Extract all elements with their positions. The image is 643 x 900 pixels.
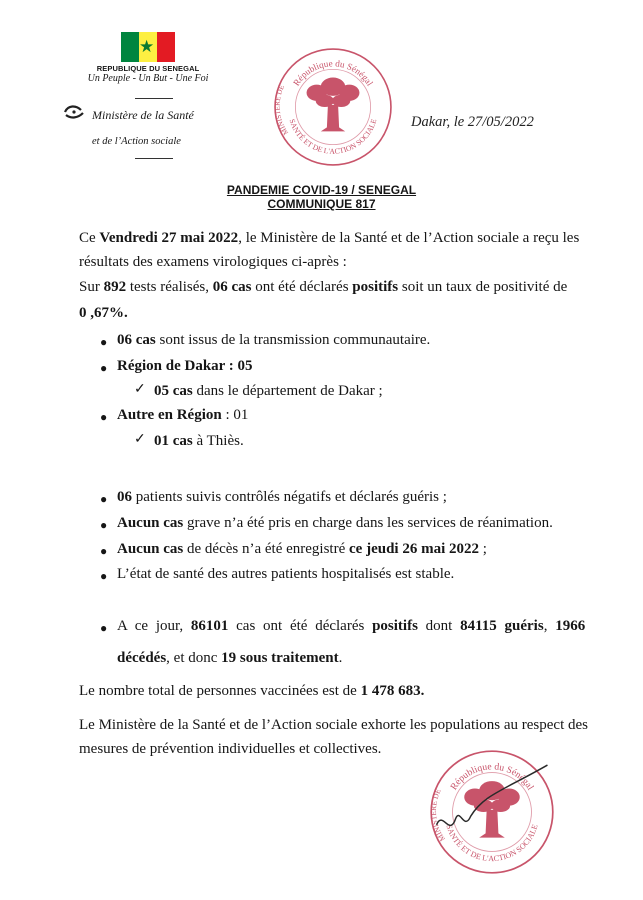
cumulative-line2: décédés, et donc 19 sous traitement.	[117, 650, 343, 666]
ministry-logo-icon	[63, 104, 85, 120]
cumulative-line1: A ce jour, 86101 cas ont été déclarés positifs dont 84115 guéris, 1966	[117, 618, 586, 634]
list-item-autre: Autre en Région : 01	[117, 407, 249, 423]
stamp-bottom-text: SANTÉ ET DE L'ACTION SOCIALE	[287, 117, 379, 156]
bullet-icon: ●	[100, 621, 108, 635]
senegal-flag	[121, 32, 175, 62]
bullet-icon: ●	[100, 492, 108, 506]
stamp-top-text: République du Sénégal	[291, 58, 375, 88]
bullet-icon: ●	[100, 361, 108, 375]
bullet-icon: ●	[100, 410, 108, 424]
ministry-name: Ministère de la Santé	[92, 108, 194, 122]
ministry-name-line2: et de l’Action sociale	[92, 136, 181, 147]
positivity-rate: 0 ,67%.	[79, 305, 128, 321]
bullet-icon: ●	[100, 335, 108, 349]
document-title: PANDEMIE COVID-19 / SENEGAL	[226, 183, 417, 197]
bullet-icon: ●	[100, 569, 108, 583]
svg-text:MINISTERE DE	[429, 787, 447, 843]
list-item-stable: L’état de santé des autres patients hospitalisés est stable.	[117, 566, 455, 582]
tests-line: Sur 892 tests réalisés, 06 cas ont été déclarés positifs soit un taux de positivité de	[79, 279, 568, 295]
baobab-tree-icon	[307, 78, 360, 132]
communique-number: COMMUNIQUE 817	[267, 197, 376, 211]
intro-line2: résultats des examens virologiques ci-après :	[79, 254, 347, 270]
closing-line1: Le Ministère de la Santé et de l’Action sociale exhorte les populations au respect des	[79, 717, 588, 733]
baobab-tree-icon	[464, 781, 519, 838]
check-icon: ✓	[134, 382, 146, 397]
official-stamp	[428, 748, 556, 876]
official-stamp	[272, 46, 394, 168]
stamp-top-text: République du Sénégal	[448, 761, 536, 793]
bullet-icon: ●	[100, 518, 108, 532]
stamp-left-text: MINISTERE DE	[428, 787, 447, 844]
header-divider	[135, 98, 173, 99]
check-icon: ✓	[134, 432, 146, 447]
header-divider	[135, 158, 173, 159]
intro-line1: Ce Vendredi 27 mai 2022, le Ministère de la Santé et de l’Action sociale a reçu les	[79, 230, 580, 246]
national-motto: Un Peuple - Un But - Une Foi	[87, 73, 209, 84]
list-item-deces: Aucun cas de décès n’a été enregistré ce jeudi 26 mai 2022 ;	[117, 541, 487, 557]
closing-line2: mesures de prévention individuelles et collectives.	[79, 741, 382, 757]
list-item-transmission: 06 cas sont issus de la transmission communautaire.	[117, 332, 431, 348]
dateline: Dakar, le 27/05/2022	[411, 114, 534, 130]
vaccination-total: Le nombre total de personnes vaccinées est de 1 478 683.	[79, 683, 425, 699]
sub-item-dakar: 05 cas dans le département de Dakar ;	[154, 383, 383, 399]
country-name: REPUBLIQUE DU SENEGAL	[96, 64, 200, 73]
list-item-gueris: 06 patients suivis contrôlés négatifs et déclarés guéris ;	[117, 489, 447, 505]
stamp-bottom-text: SANTÉ ET DE L'ACTION SOCIALE	[444, 823, 540, 864]
list-item-dakar: Région de Dakar : 05	[117, 358, 253, 374]
stamp-left-text: MINISTERE DE	[273, 83, 291, 137]
bullet-icon: ●	[100, 544, 108, 558]
star-icon: ★	[139, 37, 155, 56]
sub-item-thies: 01 cas à Thiès.	[154, 433, 244, 449]
list-item-reanimation: Aucun cas grave n’a été pris en charge dans les services de réanimation.	[117, 515, 553, 531]
svg-text:MINISTERE DE	[274, 84, 291, 136]
